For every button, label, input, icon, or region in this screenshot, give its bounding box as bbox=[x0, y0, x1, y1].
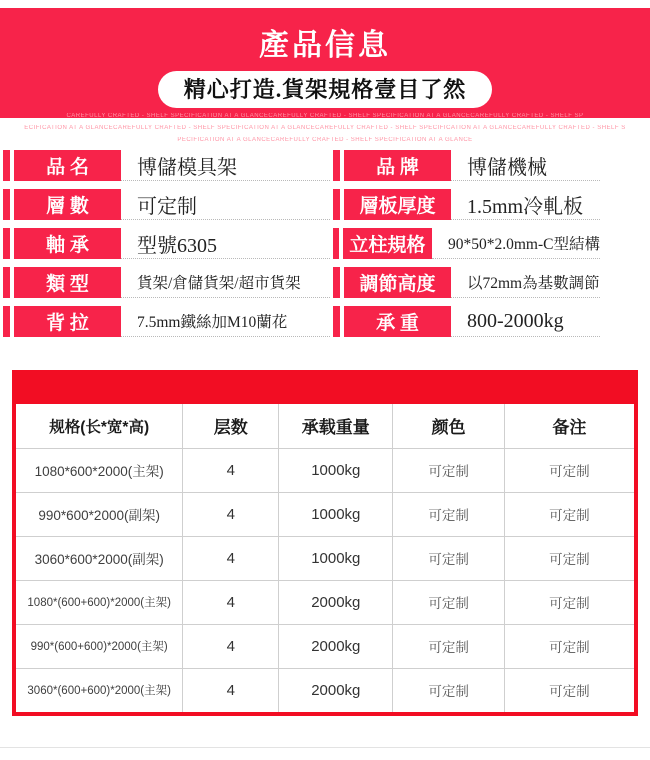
cell-layers: 4 bbox=[183, 536, 279, 580]
accent-bar bbox=[333, 306, 340, 337]
spec-label: 品 名 bbox=[14, 150, 121, 181]
spec-column-right bbox=[333, 150, 600, 345]
spec-row-brand bbox=[333, 150, 600, 181]
spec-label: 承 重 bbox=[344, 306, 451, 337]
col-header-spec: 规格(长*宽*高) bbox=[16, 404, 183, 448]
cell-remark: 可定制 bbox=[504, 580, 634, 624]
cell-layers: 4 bbox=[183, 580, 279, 624]
table-row bbox=[16, 492, 634, 536]
spec-row-layers bbox=[3, 189, 330, 220]
spec-label: 調節高度 bbox=[344, 267, 451, 298]
table-row bbox=[16, 448, 634, 492]
cell-layers: 4 bbox=[183, 624, 279, 668]
accent-bar bbox=[3, 189, 10, 220]
spec-value: 可定制 bbox=[121, 189, 330, 220]
cell-spec: 3060*(600+600)*2000(主架) bbox=[16, 668, 183, 712]
cell-layers: 4 bbox=[183, 492, 279, 536]
spec-label: 層 數 bbox=[14, 189, 121, 220]
table-row bbox=[16, 668, 634, 712]
spec-row-product-name bbox=[3, 150, 330, 181]
spec-row-back-brace bbox=[3, 306, 330, 337]
accent-bar bbox=[333, 150, 340, 181]
spec-row-bearing bbox=[3, 228, 330, 259]
banner-subtitle-pill: 精心打造.貨架規格壹目了然 bbox=[158, 71, 493, 108]
col-header-layers: 层数 bbox=[183, 404, 279, 448]
spec-label: 背 拉 bbox=[14, 306, 121, 337]
table-row bbox=[16, 536, 634, 580]
spec-value: 800-2000kg bbox=[451, 306, 600, 337]
cell-remark: 可定制 bbox=[504, 448, 634, 492]
cell-remark: 可定制 bbox=[504, 668, 634, 712]
cell-color: 可定制 bbox=[393, 492, 504, 536]
spec-row-type bbox=[3, 267, 330, 298]
spec-row-load-capacity bbox=[333, 306, 600, 337]
spec-value: 型號6305 bbox=[121, 228, 330, 259]
accent-bar bbox=[333, 267, 340, 298]
cell-load: 1000kg bbox=[279, 492, 393, 536]
cell-load: 2000kg bbox=[279, 668, 393, 712]
cell-load: 1000kg bbox=[279, 536, 393, 580]
spec-row-board-thickness bbox=[333, 189, 600, 220]
sku-table-frame bbox=[12, 370, 638, 716]
cell-layers: 4 bbox=[183, 668, 279, 712]
spec-value: 1.5mm冷軋板 bbox=[451, 189, 600, 220]
col-header-load: 承载重量 bbox=[279, 404, 393, 448]
col-header-remark: 备注 bbox=[504, 404, 634, 448]
col-header-color: 颜色 bbox=[393, 404, 504, 448]
cell-color: 可定制 bbox=[393, 668, 504, 712]
cell-color: 可定制 bbox=[393, 448, 504, 492]
accent-bar bbox=[333, 189, 340, 220]
spec-list bbox=[0, 150, 650, 345]
accent-bar bbox=[3, 150, 10, 181]
page-title: 產品信息 bbox=[259, 29, 391, 62]
cell-spec: 990*(600+600)*2000(主架) bbox=[16, 624, 183, 668]
spec-value: 貨架/倉儲貨架/超市貨架 bbox=[121, 267, 330, 298]
spec-row-column-spec bbox=[333, 228, 600, 259]
spec-label: 軸 承 bbox=[14, 228, 121, 259]
table-row bbox=[16, 580, 634, 624]
spec-value: 7.5mm鐵絲加M10蘭花 bbox=[121, 306, 330, 337]
cell-spec: 1080*(600+600)*2000(主架) bbox=[16, 580, 183, 624]
banner-fineprint-line: ECIFICATION AT A GLANCECAREFULLY CRAFTED - SHELF SPECIFICATION AT A GLANCECAREFULLY CRAFTED - SHELF SPECIFICATION AT A GLANCECAREFULLY CRAFTED - SHELF S bbox=[24, 125, 626, 131]
footer-divider bbox=[0, 747, 650, 748]
spec-value: 博儲機械 bbox=[451, 150, 600, 181]
banner-fineprint-line: CAREFULLY CRAFTED - SHELF SPECIFICATION AT A GLANCECAREFULLY CRAFTED - SHELF SPECIFICATION AT A GLANCECAREFULLY CRAFTED - SHELF SP bbox=[66, 113, 584, 119]
table-row bbox=[16, 624, 634, 668]
spec-value: 博儲模具架 bbox=[121, 150, 330, 181]
cell-load: 2000kg bbox=[279, 580, 393, 624]
cell-color: 可定制 bbox=[393, 580, 504, 624]
cell-load: 2000kg bbox=[279, 624, 393, 668]
spec-value: 以72mm為基數調節 bbox=[451, 267, 600, 298]
cell-spec: 3060*600*2000(副架) bbox=[16, 536, 183, 580]
sku-table bbox=[16, 404, 634, 712]
cell-spec: 1080*600*2000(主架) bbox=[16, 448, 183, 492]
accent-bar bbox=[3, 228, 10, 259]
cell-remark: 可定制 bbox=[504, 492, 634, 536]
cell-load: 1000kg bbox=[279, 448, 393, 492]
accent-bar bbox=[333, 228, 339, 259]
cell-layers: 4 bbox=[183, 448, 279, 492]
cell-color: 可定制 bbox=[393, 536, 504, 580]
accent-bar bbox=[3, 306, 10, 337]
spec-label: 類 型 bbox=[14, 267, 121, 298]
cell-color: 可定制 bbox=[393, 624, 504, 668]
accent-bar bbox=[3, 267, 10, 298]
spec-label: 品 牌 bbox=[344, 150, 451, 181]
product-info-banner bbox=[0, 8, 650, 143]
spec-row-adjust-height bbox=[333, 267, 600, 298]
spec-label: 層板厚度 bbox=[344, 189, 451, 220]
table-top-band bbox=[16, 374, 634, 404]
spec-value: 90*50*2.0mm-C型結構 bbox=[432, 228, 600, 259]
table-header-row bbox=[16, 404, 634, 448]
cell-remark: 可定制 bbox=[504, 536, 634, 580]
banner-fineprint-line: PECIFICATION AT A GLANCECAREFULLY CRAFTED - SHELF SPECIFICATION AT A GLANCE bbox=[177, 137, 473, 143]
cell-remark: 可定制 bbox=[504, 624, 634, 668]
cell-spec: 990*600*2000(副架) bbox=[16, 492, 183, 536]
spec-column-left bbox=[3, 150, 330, 345]
spec-label: 立柱規格 bbox=[343, 228, 432, 259]
